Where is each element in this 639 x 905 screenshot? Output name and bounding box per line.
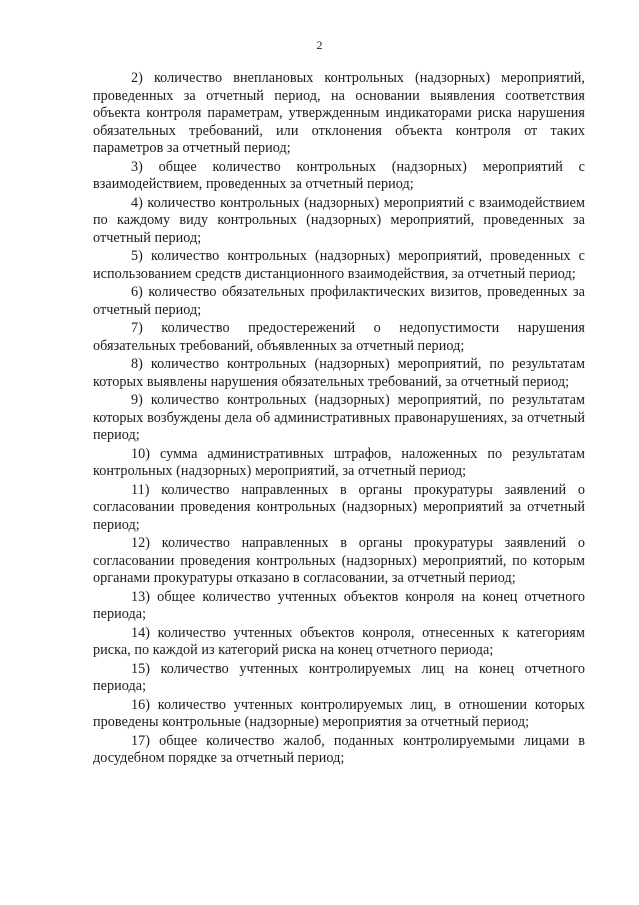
list-item: 14) количество учтенных объектов конроля, отнесенных к категориям риска, по каждой из категорий риска на конец отчетного периода; [93,624,585,658]
list-item: 4) количество контрольных (надзорных) мероприятий с взаимодействием по каждому виду контрольных (надзорных) мероприятий, проведенных за отчетный период; [93,194,585,246]
list-item: 7) количество предостережений о недопустимости нарушения обязательных требований, объявленных за отчетный период; [93,320,585,354]
list-item: 9) количество контрольных (надзорных) мероприятий, по результатам которых возбуждены дела об административных правонарушениях, за отчетный период; [93,392,585,443]
list-item: 5) количество контрольных (надзорных) мероприятий, проведенных с использованием средств дистанционного взаимодействия, за отчетный период; [93,248,585,282]
list-item: 13) общее количество учтенных объектов конроля на конец отчетного периода; [93,588,585,622]
document-body [93,70,585,769]
list-item: 12) количество направленных в органы прокуратуры заявлений о согласовании проведения контрольных (надзорных) мероприятий, по которым органами прокуратуры отказано в согласовании, за отчетный период; [93,535,585,586]
list-item: 6) количество обязательных профилактических визитов, проведенных за отчетный период; [93,284,585,318]
list-item: 8) количество контрольных (надзорных) мероприятий, по результатам которых выявлены нарушения обязательных требований, за отчетный период; [93,356,585,390]
list-item: 10) сумма административных штрафов, наложенных по результатам контрольных (надзорных) мероприятий, за отчетный период; [93,445,585,479]
page-number: 2 [316,38,323,52]
list-item: 16) количество учтенных контролируемых лиц, в отношении которых проведены контрольные (надзорные) мероприятия за отчетный период; [93,696,585,730]
list-item: 3) общее количество контрольных (надзорных) мероприятий с взаимодействием, проведенных за отчетный период; [93,158,585,192]
list-item: 2) количество внеплановых контрольных (надзорных) мероприятий, проведенных за отчетный период, на основании выявления соответствия объекта контроля параметрам, утвержденным индикаторами риска нарушения обязательных требований, или отклонения объекта контроля от таких параметров за отчетный период; [93,70,585,156]
list-item: 15) количество учтенных контролируемых лиц на конец отчетного периода; [93,660,585,694]
list-item: 17) общее количество жалоб, поданных контролируемыми лицами в досудебном порядке за отчетный период; [93,732,585,766]
list-item: 11) количество направленных в органы прокуратуры заявлений о согласовании проведения контрольных (надзорных) мероприятий за отчетный период; [93,481,585,533]
